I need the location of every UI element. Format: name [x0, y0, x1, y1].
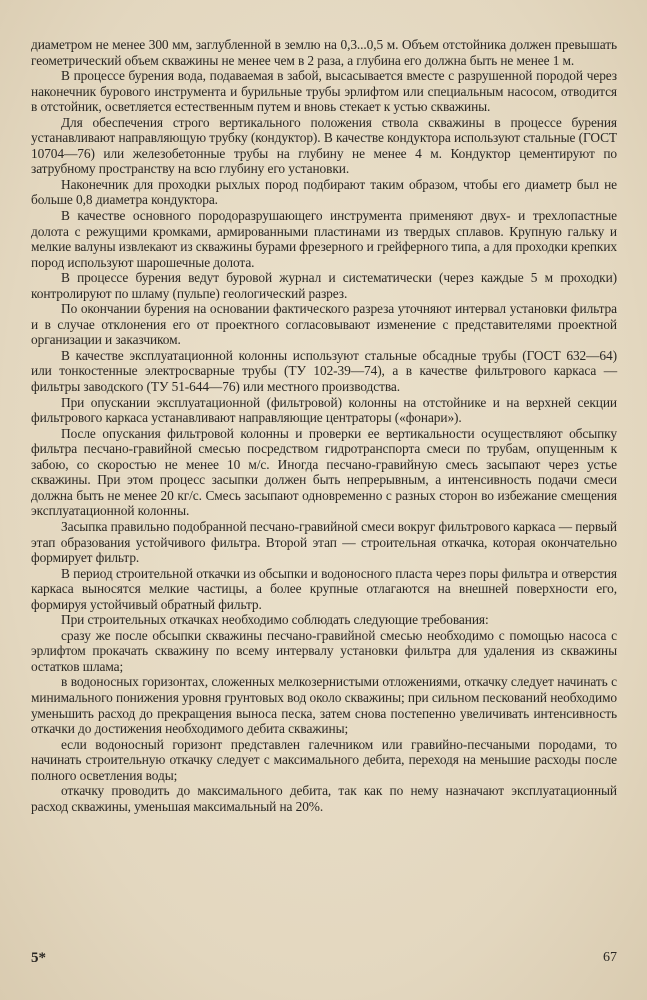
page-number: 67: [603, 950, 617, 965]
paragraph: В качестве эксплуатационной колонны используют стальные обсадные трубы (ГОСТ 632—64) или тонкостенные электросварные трубы (ТУ 102-39—74), а в качестве фильтрового каркаса — фильтры заводского (ТУ 51-644—76) или местного производства.: [31, 347, 617, 395]
paragraph: При строительных откачках необходимо соблюдать следующие требования:: [61, 612, 489, 628]
paragraph: В процессе бурения ведут буровой журнал и систематически (через каждые 5 м проходки) контролируют по шламу (пульпе) геологический разрез.: [31, 270, 617, 301]
paragraph: Засыпка правильно подобранной песчано-гравийной смеси вокруг фильтрового каркаса — первый этап образования устойчивого фильтра. Второй этап — строительная откачка, которая окончательно формирует фильтр.: [31, 518, 617, 566]
paragraph: По окончании бурения на основании фактического разреза уточняют интервал установки фильтра и в случае отклонения его от проектного согласовывают изменение с представителями проектной организации и заказчиком.: [31, 301, 617, 348]
list-item: если водоносный горизонт представлен галечником или гравийно-песчаными породами, то начинать строительную откачку следует с максимального дебита, переходя на меньшие расходы после полного осветления воды;: [31, 736, 617, 783]
list-item: в водоносных горизонтах, сложенных мелкозернистыми отложениями, откачку следует начинать с минимального понижения уровня грунтовых вод около скважины; при сильном пескований необходимо уменьшить расход до прекращения выноса песка, затем снова постепенно увеличивать интенсивность откачки до достижения необходимого дебита скважины;: [31, 674, 617, 737]
paragraph: В процессе бурения вода, подаваемая в забой, высасывается вместе с разрушенной породой через наконечник бурового инструмента и бурильные трубы эрлифтом или специальным насосом, отводится в отстойник, осветляется естественным путем и вновь стекает к устью скважины.: [31, 68, 617, 115]
paragraph: В период строительной откачки из обсыпки и водоносного пласта через поры фильтра и отверстия каркаса выносятся мелкие частицы, а более крупные отлагаются на внешней поверхности его, формируя устойчивый обратный фильтр.: [31, 565, 617, 612]
list-item: сразу же после обсыпки скважины песчано-гравийной смесью необходимо с помощью насоса с эрлифтом прокачать скважину по всему интервалу установки фильтра для удаления из скважины остатков шлама;: [31, 627, 617, 674]
paragraph: При опускании эксплуатационной (фильтровой) колонны на отстойнике и на верхней секции фильтрового каркаса устанавливают направляющие центраторы («фонари»).: [31, 394, 617, 426]
paragraph: Для обеспечения строго вертикального положения ствола скважины в процессе бурения устанавливают направляющую трубку (кондуктор). В качестве кондуктора используют стальные (ГОСТ 10704—76) или железобетонные трубы на глубину не менее 4 м. Кондуктор цементируют по затрубному пространству на всю глубину его установки.: [31, 114, 617, 177]
paragraph: В качестве основного породоразрушающего инструмента применяют двух- и трехлопастные долота с режущими кромками, армированными пластинами из твердых сплавов. Крупную гальку и мелкие валуны извлекают из скважины бурами фрезерного и грейферного типа, а для проходки крепких пород используют шарошечные долота.: [31, 208, 617, 270]
body-text: [31, 37, 617, 814]
list-item: откачку проводить до максимального дебита, так как по нему назначают эксплуатационный расход скважины, уменьшая максимальный на 20%.: [31, 783, 617, 814]
paragraph-continuation: диаметром не менее 300 мм, заглубленной в землю на 0,3...0,5 м. Объем отстойника должен превышать геометрический объем скважины не менее чем в 2 раза, а глубина его должна быть не менее 1 м.: [31, 37, 617, 68]
paragraph: После опускания фильтровой колонны и проверки ее вертикальности осуществляют обсыпку фильтра песчано-гравийной смесью посредством гидротранспорта смеси по трубам, опущенным к забою, со скоростью не менее 10 м/с. Иногда песчано-гравийную смесь засыпают через устье скважины. При этом процесс засыпки должен быть непрерывным, а интенсивность подачи смеси должна быть не менее 20 кг/с. Смесь засыпают одновременно с разных сторон во избежание смещения эксплуатационной колонны.: [31, 425, 617, 519]
signature-mark: 5*: [31, 950, 46, 966]
paragraph: Наконечник для проходки рыхлых пород подбирают таким образом, чтобы его диаметр был не больше 0,8 диаметра кондуктора.: [31, 176, 617, 208]
